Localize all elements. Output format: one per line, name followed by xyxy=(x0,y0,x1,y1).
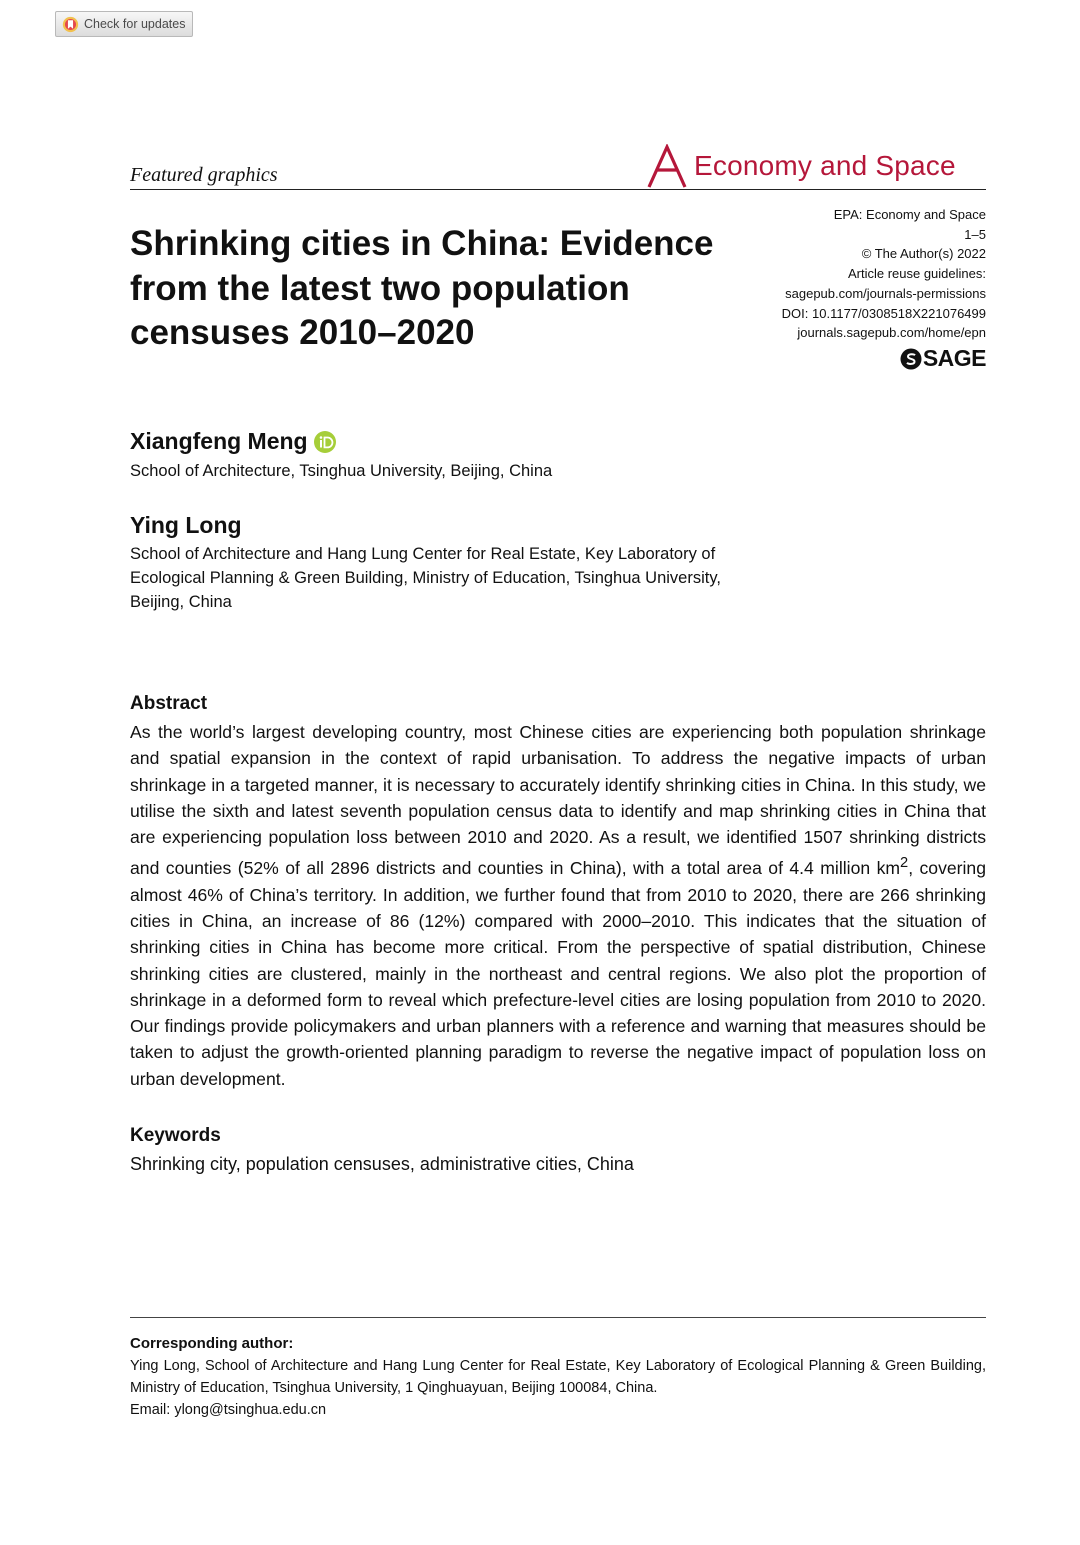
article-metadata xyxy=(782,205,986,343)
section-label: Featured graphics xyxy=(130,164,278,186)
check-updates-icon xyxy=(62,16,79,33)
sage-s-icon xyxy=(900,348,922,370)
author-1 xyxy=(130,428,336,455)
author-1-affiliation: School of Architecture, Tsinghua University, Beijing, China xyxy=(130,462,553,480)
journal-name: Economy and Space xyxy=(694,150,956,181)
abstract-heading: Abstract xyxy=(130,693,208,714)
abstract-superscript: 2 xyxy=(900,855,909,872)
footer-divider xyxy=(130,1317,986,1318)
abstract-text-part1: As the world’s largest developing country, most Chinese cities are experiencing both population shrinkage and spatial expansion in the context of rapid urbanisation. To address the negative impacts of urban shrinkage in a targeted manner, it is necessary to accurately identify shrinking cities in China. In this study, we utilise the sixth and latest seventh population census data to identify and map shrinking cities in China that are experiencing population loss between 2010 and 2020. As a result, we identified 1507 shrinking districts and counties (52% of all 2896 districts and counties in China), with a total area of 4.4 million km xyxy=(130,722,986,879)
article-title: Shrinking cities in China: Evidence from the latest two population censuses 2010–2020 xyxy=(130,224,714,352)
meta-permissions-link[interactable]: sagepub.com/journals-permissions xyxy=(785,285,986,301)
keywords-heading: Keywords xyxy=(130,1125,221,1146)
journal-logo xyxy=(646,143,956,189)
orcid-icon[interactable] xyxy=(314,431,336,453)
corresponding-author-address: Ying Long, School of Architecture and Hang Lung Center for Real Estate, Key Laboratory of Ecological Planning & Green Building, Ministry of Education, Tsinghua University, 1 Qinghuayuan, Beijing 100084, China. xyxy=(130,1358,986,1396)
meta-reuse-label: Article reuse guidelines: xyxy=(847,266,986,282)
sage-wordmark: SAGE xyxy=(922,345,986,371)
check-for-updates-button[interactable] xyxy=(55,11,193,37)
author-2-name: Ying Long xyxy=(130,512,242,538)
journal-a-icon xyxy=(646,144,688,188)
abstract-text-part2: , covering almost 46% of China’s territory. In addition, we further found that from 2010 to 2020, there are 266 shrinking cities in China, an increase of 86 (12%) compared with 2000–2010. This indicates that the situation of shrinking cities in China has become more critical. From the perspective of spatial distribution, Chinese shrinking cities are clustered, mainly in the northeast and central regions. We also plot the proportion of shrinkage in a deformed form to reveal which prefecture-level cities are losing population from 2010 to 2020. Our findings provide policymakers and urban planners with a reference and warning that measures should be taken to adjust the growth-oriented planning paradigm to reverse the negative impact of population loss on urban development. xyxy=(130,858,987,1089)
abstract-text xyxy=(130,719,986,1092)
meta-pages: 1–5 xyxy=(964,226,986,242)
meta-doi[interactable]: DOI: 10.1177/0308518X221076499 xyxy=(781,305,986,321)
meta-journal: EPA: Economy and Space xyxy=(833,207,986,222)
author-1-name: Xiangfeng Meng xyxy=(130,428,308,454)
meta-copyright: © The Author(s) 2022 xyxy=(861,246,986,262)
meta-home-link[interactable]: journals.sagepub.com/home/epn xyxy=(797,325,986,341)
sage-logo xyxy=(900,345,986,372)
header-divider xyxy=(130,189,986,190)
author-2-affiliation: School of Architecture and Hang Lung Center for Real Estate, Key Laboratory of Ecological Planning & Green Building, Ministry of Education, Tsinghua University, Beijing, China xyxy=(130,545,721,611)
check-updates-label: Check for updates xyxy=(84,17,186,31)
keywords-list: Shrinking city, population censuses, administrative cities, China xyxy=(130,1154,634,1174)
corresponding-author-email[interactable]: Email: ylong@tsinghua.edu.cn xyxy=(130,1402,327,1418)
corresponding-author-heading: Corresponding author: xyxy=(130,1335,294,1352)
